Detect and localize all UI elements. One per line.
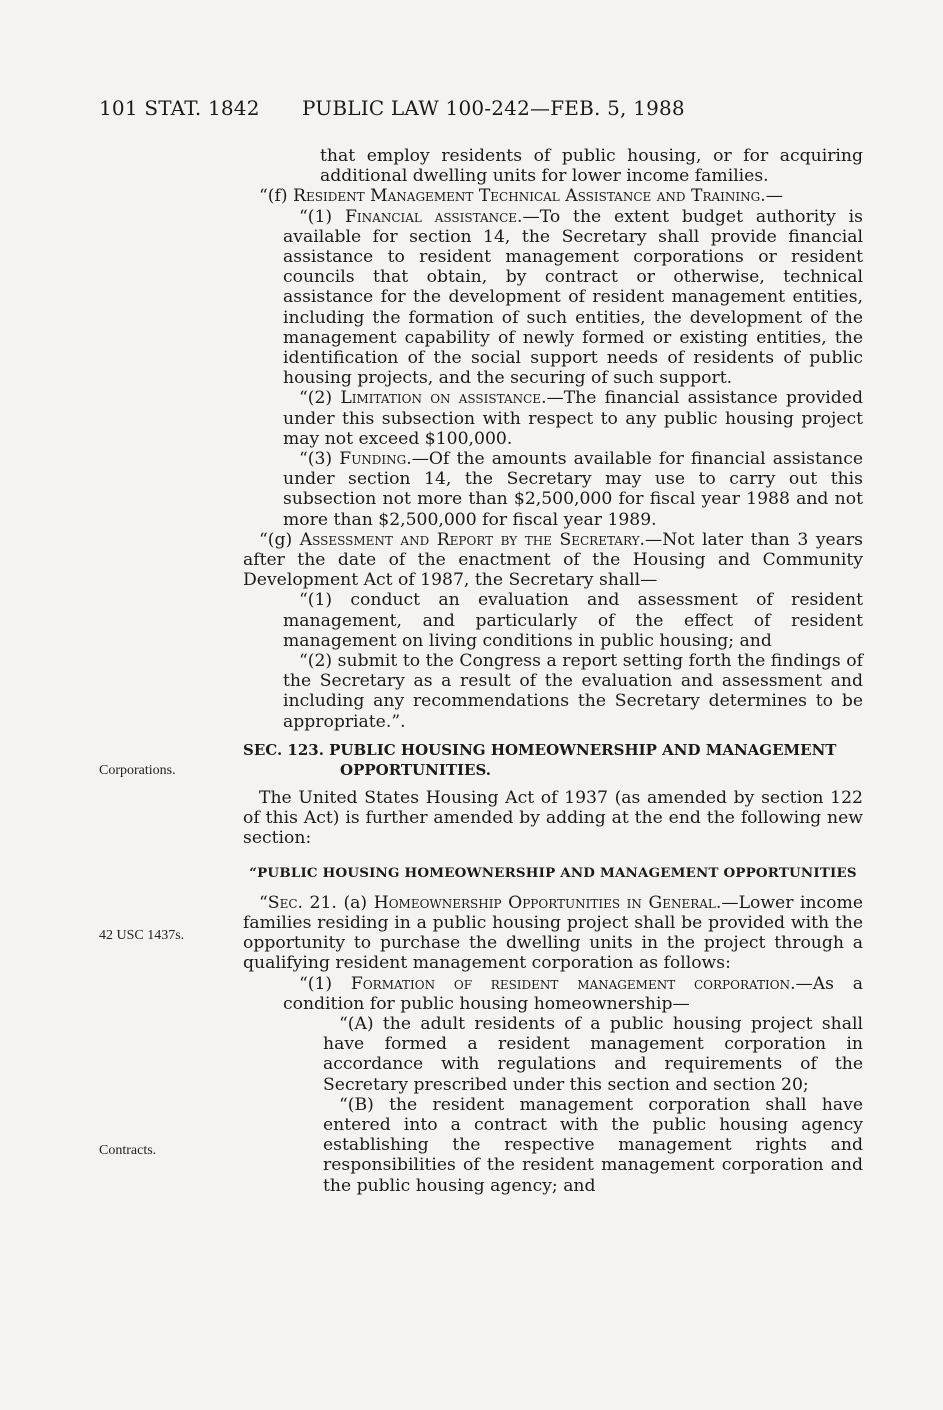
paragraph-f1: “(1) Financial assistance.—To the extent budget authority is available for section 14, the Secretary shall provide financial assistance to resident management corporations or resident councils that obtain, by contract or otherwise, technical assistance for the development of resident management entities, including the formation of such entities, the development of the management capability of newly formed or existing entities, the identification of the social support needs of residents of public housing projects, and the securing of such support. xyxy=(283,206,863,389)
continued-paragraph: that employ residents of public housing, or for acquiring additional dwelling units for lower income families. xyxy=(320,146,863,187)
paragraph-g1: “(1) conduct an evaluation and assessment of resident management, and particularly of the effect of resident management on living conditions in public housing; and xyxy=(283,590,863,651)
margin-note-usc: 42 USC 1437s. xyxy=(99,928,185,943)
margin-note-corporations: Corporations. xyxy=(99,763,176,778)
page-number: 101 STAT. 1842 xyxy=(99,96,260,120)
subsection-f-paragraphs xyxy=(243,207,863,530)
subparagraph-a: “(A) the adult residents of a public housing project shall have formed a resident management corporation in accordance with regulations and requirements of the Secretary prescribed under this section and section 20; xyxy=(323,1013,863,1095)
subsection-g: “(g) Assessment and Report by the Secretary.—Not later than 3 years after the date of the enactment of the Housing and Community Development Act of 1987, the Secretary shall— xyxy=(243,529,863,591)
paragraph-f3: “(3) Funding.—Of the amounts available for financial assistance under section 14, the Secretary may use to carry out this subsection not more than $2,500,000 for fiscal year 1988 and not more than $2,500,000 for fiscal year 1989. xyxy=(283,449,863,530)
law-text xyxy=(243,146,863,1196)
subsection-f-heading: “(f) Resident Management Technical Assistance and Training.— xyxy=(259,186,783,207)
margin-note-contracts: Contracts. xyxy=(99,1143,157,1158)
new-section-heading: “PUBLIC HOUSING HOMEOWNERSHIP AND MANAGEMENT OPPORTUNITIES xyxy=(249,864,857,881)
section-21-a: “Sec. 21. (a) Homeownership Opportunities in General.—Lower income families residing in a public housing project shall be provided with the opportunity to purchase the dwelling units in the project through a qualifying resident management corporation as follows: xyxy=(243,892,864,974)
subparagraph-b: “(B) the resident management corporation shall have entered into a contract with the public housing agency establishing the respective management rights and responsibilities of the resident management corporation and the public housing agency; and xyxy=(323,1094,863,1196)
paragraph-f2: “(2) Limitation on assistance.—The financial assistance provided under this subsection with respect to any public housing project may not exceed $100,000. xyxy=(283,388,863,449)
section-123-heading: SEC. 123. PUBLIC HOUSING HOMEOWNERSHIP AND MANAGEMENT OPPORTUNITIES. xyxy=(243,740,837,779)
paragraph-g2: “(2) submit to the Congress a report setting forth the findings of the Secretary as a result of the evaluation and assessment and including any recommendations the Secretary determines to be appropriate.”. xyxy=(283,651,863,732)
section-123-intro: The United States Housing Act of 1937 (as amended by section 122 of this Act) is further amended by adding at the end the following new section: xyxy=(243,787,863,849)
running-title: PUBLIC LAW 100-242—FEB. 5, 1988 xyxy=(302,96,685,120)
paragraph-formation: “(1) Formation of resident management corporation.—As a condition for public housing homeownership— xyxy=(283,973,863,1014)
